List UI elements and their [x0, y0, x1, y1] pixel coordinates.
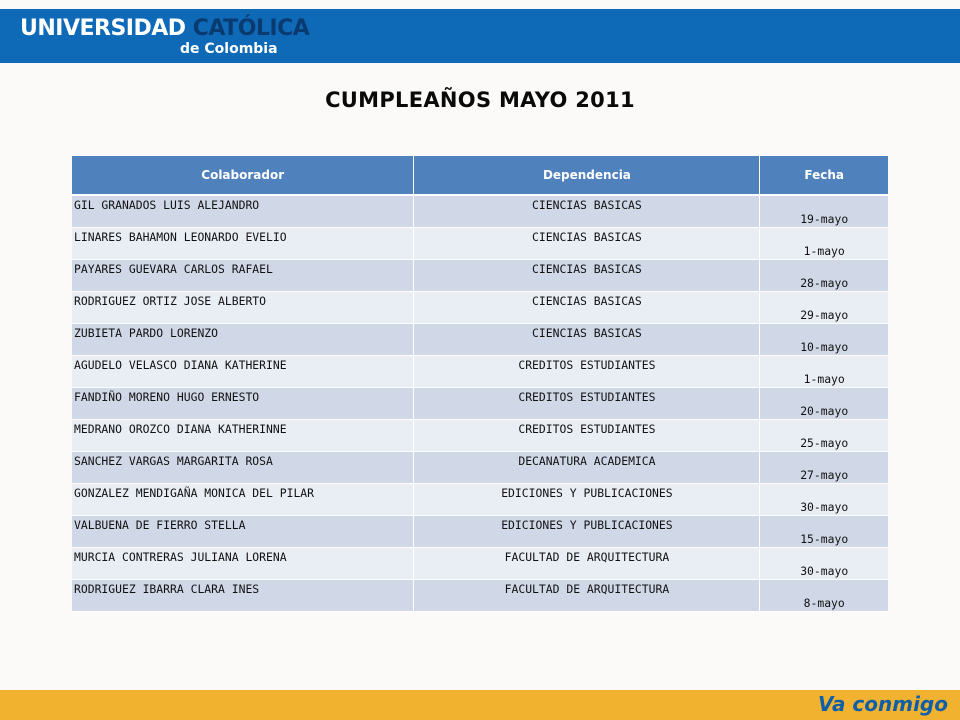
- cell-fecha: 30-mayo: [760, 548, 888, 580]
- cell-dependencia: CIENCIAS BASICAS: [414, 196, 760, 228]
- cell-colaborador: RODRIGUEZ IBARRA CLARA INES: [72, 580, 414, 612]
- cell-fecha: 10-mayo: [760, 324, 888, 356]
- cell-dependencia: EDICIONES Y PUBLICACIONES: [414, 516, 760, 548]
- cell-fecha: 19-mayo: [760, 196, 888, 228]
- cell-dependencia: FACULTAD DE ARQUITECTURA: [414, 548, 760, 580]
- table-row: [72, 420, 888, 452]
- header-fecha: Fecha: [760, 156, 888, 196]
- cell-fecha: 30-mayo: [760, 484, 888, 516]
- cell-fecha: 20-mayo: [760, 388, 888, 420]
- logo-word-universidad: UNIVERSIDAD: [20, 16, 186, 41]
- logo-line2: de Colombia: [180, 41, 278, 57]
- cell-colaborador: ZUBIETA PARDO LORENZO: [72, 324, 414, 356]
- page-title: CUMPLEAÑOS MAYO 2011: [325, 88, 635, 112]
- table-row: [72, 452, 888, 484]
- cell-dependencia: FACULTAD DE ARQUITECTURA: [414, 580, 760, 612]
- table-row: [72, 580, 888, 612]
- table-body: [72, 196, 888, 612]
- logo-line1: [20, 16, 309, 41]
- cell-fecha: 28-mayo: [760, 260, 888, 292]
- table-row: [72, 548, 888, 580]
- table-row: [72, 228, 888, 260]
- table-row: [72, 324, 888, 356]
- table-row: [72, 484, 888, 516]
- slogan: Va conmigo: [818, 692, 948, 716]
- cell-colaborador: GIL GRANADOS LUIS ALEJANDRO: [72, 196, 414, 228]
- footer-band: [0, 690, 960, 720]
- table-row: [72, 516, 888, 548]
- cell-colaborador: SANCHEZ VARGAS MARGARITA ROSA: [72, 452, 414, 484]
- cell-dependencia: EDICIONES Y PUBLICACIONES: [414, 484, 760, 516]
- cell-colaborador: PAYARES GUEVARA CARLOS RAFAEL: [72, 260, 414, 292]
- cell-colaborador: AGUDELO VELASCO DIANA KATHERINE: [72, 356, 414, 388]
- cell-colaborador: LINARES BAHAMON LEONARDO EVELIO: [72, 228, 414, 260]
- cell-dependencia: CIENCIAS BASICAS: [414, 324, 760, 356]
- cell-colaborador: MEDRANO OROZCO DIANA KATHERINNE: [72, 420, 414, 452]
- table-row: [72, 356, 888, 388]
- table-row: [72, 260, 888, 292]
- logo-word-catolica: CATÓLICA: [192, 16, 310, 41]
- cell-dependencia: CREDITOS ESTUDIANTES: [414, 420, 760, 452]
- cell-fecha: 25-mayo: [760, 420, 888, 452]
- cell-fecha: 1-mayo: [760, 228, 888, 260]
- cell-dependencia: CREDITOS ESTUDIANTES: [414, 356, 760, 388]
- table-row: [72, 388, 888, 420]
- cell-dependencia: DECANATURA ACADEMICA: [414, 452, 760, 484]
- cell-dependencia: CREDITOS ESTUDIANTES: [414, 388, 760, 420]
- table-header-row: [72, 156, 888, 196]
- cell-colaborador: FANDIÑO MORENO HUGO ERNESTO: [72, 388, 414, 420]
- cell-dependencia: CIENCIAS BASICAS: [414, 292, 760, 324]
- cell-dependencia: CIENCIAS BASICAS: [414, 260, 760, 292]
- cell-dependencia: CIENCIAS BASICAS: [414, 228, 760, 260]
- birthday-table: [72, 156, 888, 612]
- cell-fecha: 27-mayo: [760, 452, 888, 484]
- cell-colaborador: RODRIGUEZ ORTIZ JOSE ALBERTO: [72, 292, 414, 324]
- header-dependencia: Dependencia: [414, 156, 760, 196]
- cell-fecha: 1-mayo: [760, 356, 888, 388]
- cell-colaborador: VALBUENA DE FIERRO STELLA: [72, 516, 414, 548]
- cell-colaborador: MURCIA CONTRERAS JULIANA LORENA: [72, 548, 414, 580]
- cell-fecha: 15-mayo: [760, 516, 888, 548]
- cell-fecha: 29-mayo: [760, 292, 888, 324]
- table-row: [72, 196, 888, 228]
- cell-colaborador: GONZALEZ MENDIGAÑA MONICA DEL PILAR: [72, 484, 414, 516]
- table-row: [72, 292, 888, 324]
- cell-fecha: 8-mayo: [760, 580, 888, 612]
- header-colaborador: Colaborador: [72, 156, 414, 196]
